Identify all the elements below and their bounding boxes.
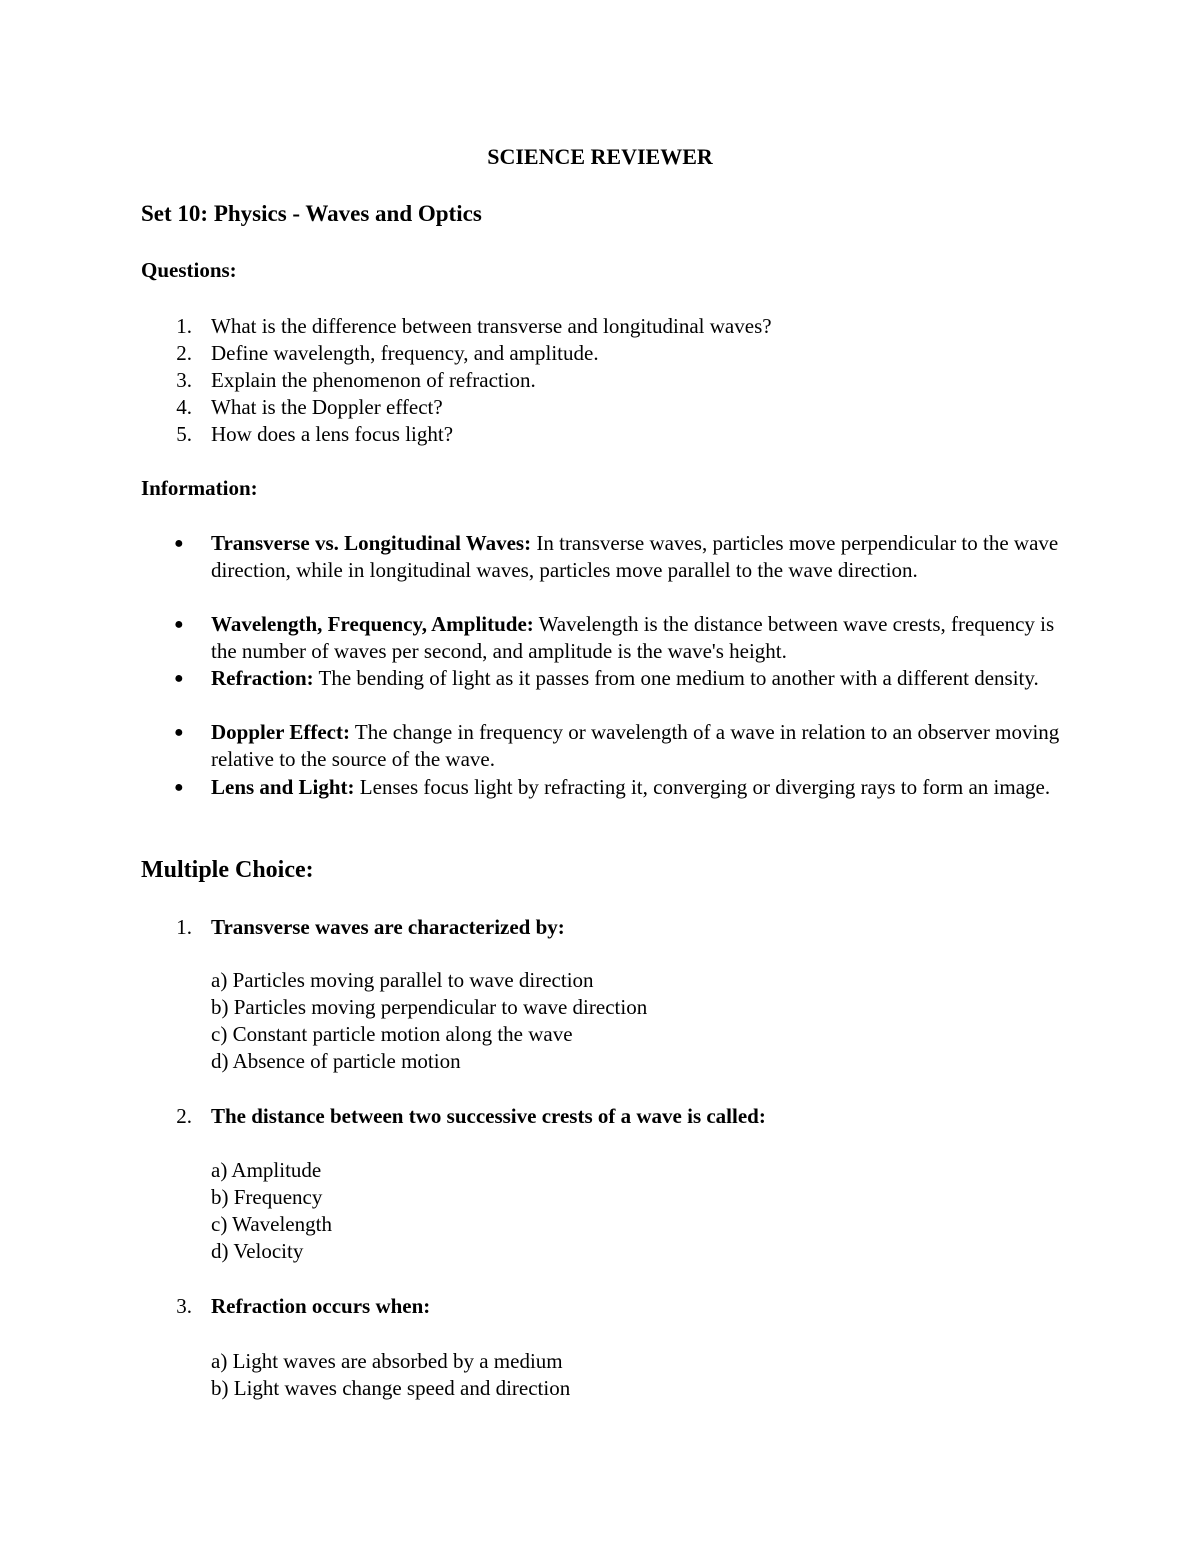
mc-question-text: Transverse waves are characterized by: <box>211 915 565 939</box>
information-term: Wavelength, Frequency, Amplitude: <box>211 612 534 636</box>
bullet-icon: ● <box>174 535 184 552</box>
information-term: Transverse vs. Longitudinal Waves: <box>211 531 532 555</box>
question-number: 5. <box>176 422 192 446</box>
questions-heading: Questions: <box>141 258 237 282</box>
information-description: The change in frequency or wavelength of a wave in relation to an observer moving relative to the source of the wave. <box>211 720 1060 771</box>
mc-option: a) Amplitude <box>211 1158 322 1182</box>
information-text <box>211 530 1071 584</box>
mc-option: b) Light waves change speed and direction <box>211 1376 571 1400</box>
question-text: What is the Doppler effect? <box>211 395 443 419</box>
set-heading: Set 10: Physics - Waves and Optics <box>141 201 482 226</box>
question-number: 4. <box>176 395 192 419</box>
mc-number: 3. <box>176 1294 192 1318</box>
mc-number: 2. <box>176 1104 192 1128</box>
information-heading: Information: <box>141 476 258 500</box>
mc-option: c) Constant particle motion along the wave <box>211 1022 573 1046</box>
document-title: SCIENCE REVIEWER <box>487 144 713 169</box>
bullet-icon: ● <box>174 670 184 687</box>
mc-option: d) Velocity <box>211 1239 304 1263</box>
mc-option: b) Frequency <box>211 1185 323 1209</box>
information-text <box>211 719 1071 773</box>
mc-question-text: Refraction occurs when: <box>211 1294 431 1318</box>
information-term: Lens and Light: <box>211 775 355 799</box>
mc-option: d) Absence of particle motion <box>211 1049 461 1073</box>
information-text <box>211 774 1071 801</box>
information-term: Doppler Effect: <box>211 720 350 744</box>
question-number: 3. <box>176 368 192 392</box>
question-number: 1. <box>176 314 192 338</box>
information-text <box>211 611 1071 665</box>
multiple-choice-heading: Multiple Choice: <box>141 857 314 883</box>
information-text <box>211 665 1071 692</box>
bullet-icon: ● <box>174 779 184 796</box>
mc-number: 1. <box>176 915 192 939</box>
mc-option: b) Particles moving perpendicular to wave direction <box>211 995 648 1019</box>
bullet-icon: ● <box>174 616 184 633</box>
information-description: In transverse waves, particles move perpendicular to the wave direction, while in longitudinal waves, particles move parallel to the wave direction. <box>211 531 1059 582</box>
question-number: 2. <box>176 341 192 365</box>
information-description: Wavelength is the distance between wave crests, frequency is the number of waves per second, and amplitude is the wave's height. <box>211 612 1055 663</box>
question-text: Define wavelength, frequency, and amplitude. <box>211 341 599 365</box>
information-description: The bending of light as it passes from one medium to another with a different density. <box>313 666 1039 690</box>
question-text: Explain the phenomenon of refraction. <box>211 368 536 392</box>
information-description: Lenses focus light by refracting it, converging or diverging rays to form an image. <box>354 775 1051 799</box>
question-text: What is the difference between transverse and longitudinal waves? <box>211 314 772 338</box>
question-text: How does a lens focus light? <box>211 422 454 446</box>
information-term: Refraction: <box>211 666 314 690</box>
bullet-icon: ● <box>174 724 184 741</box>
mc-option: a) Light waves are absorbed by a medium <box>211 1349 563 1373</box>
mc-question-text: The distance between two successive crests of a wave is called: <box>211 1104 766 1128</box>
mc-option: a) Particles moving parallel to wave direction <box>211 968 594 992</box>
mc-option: c) Wavelength <box>211 1212 332 1236</box>
